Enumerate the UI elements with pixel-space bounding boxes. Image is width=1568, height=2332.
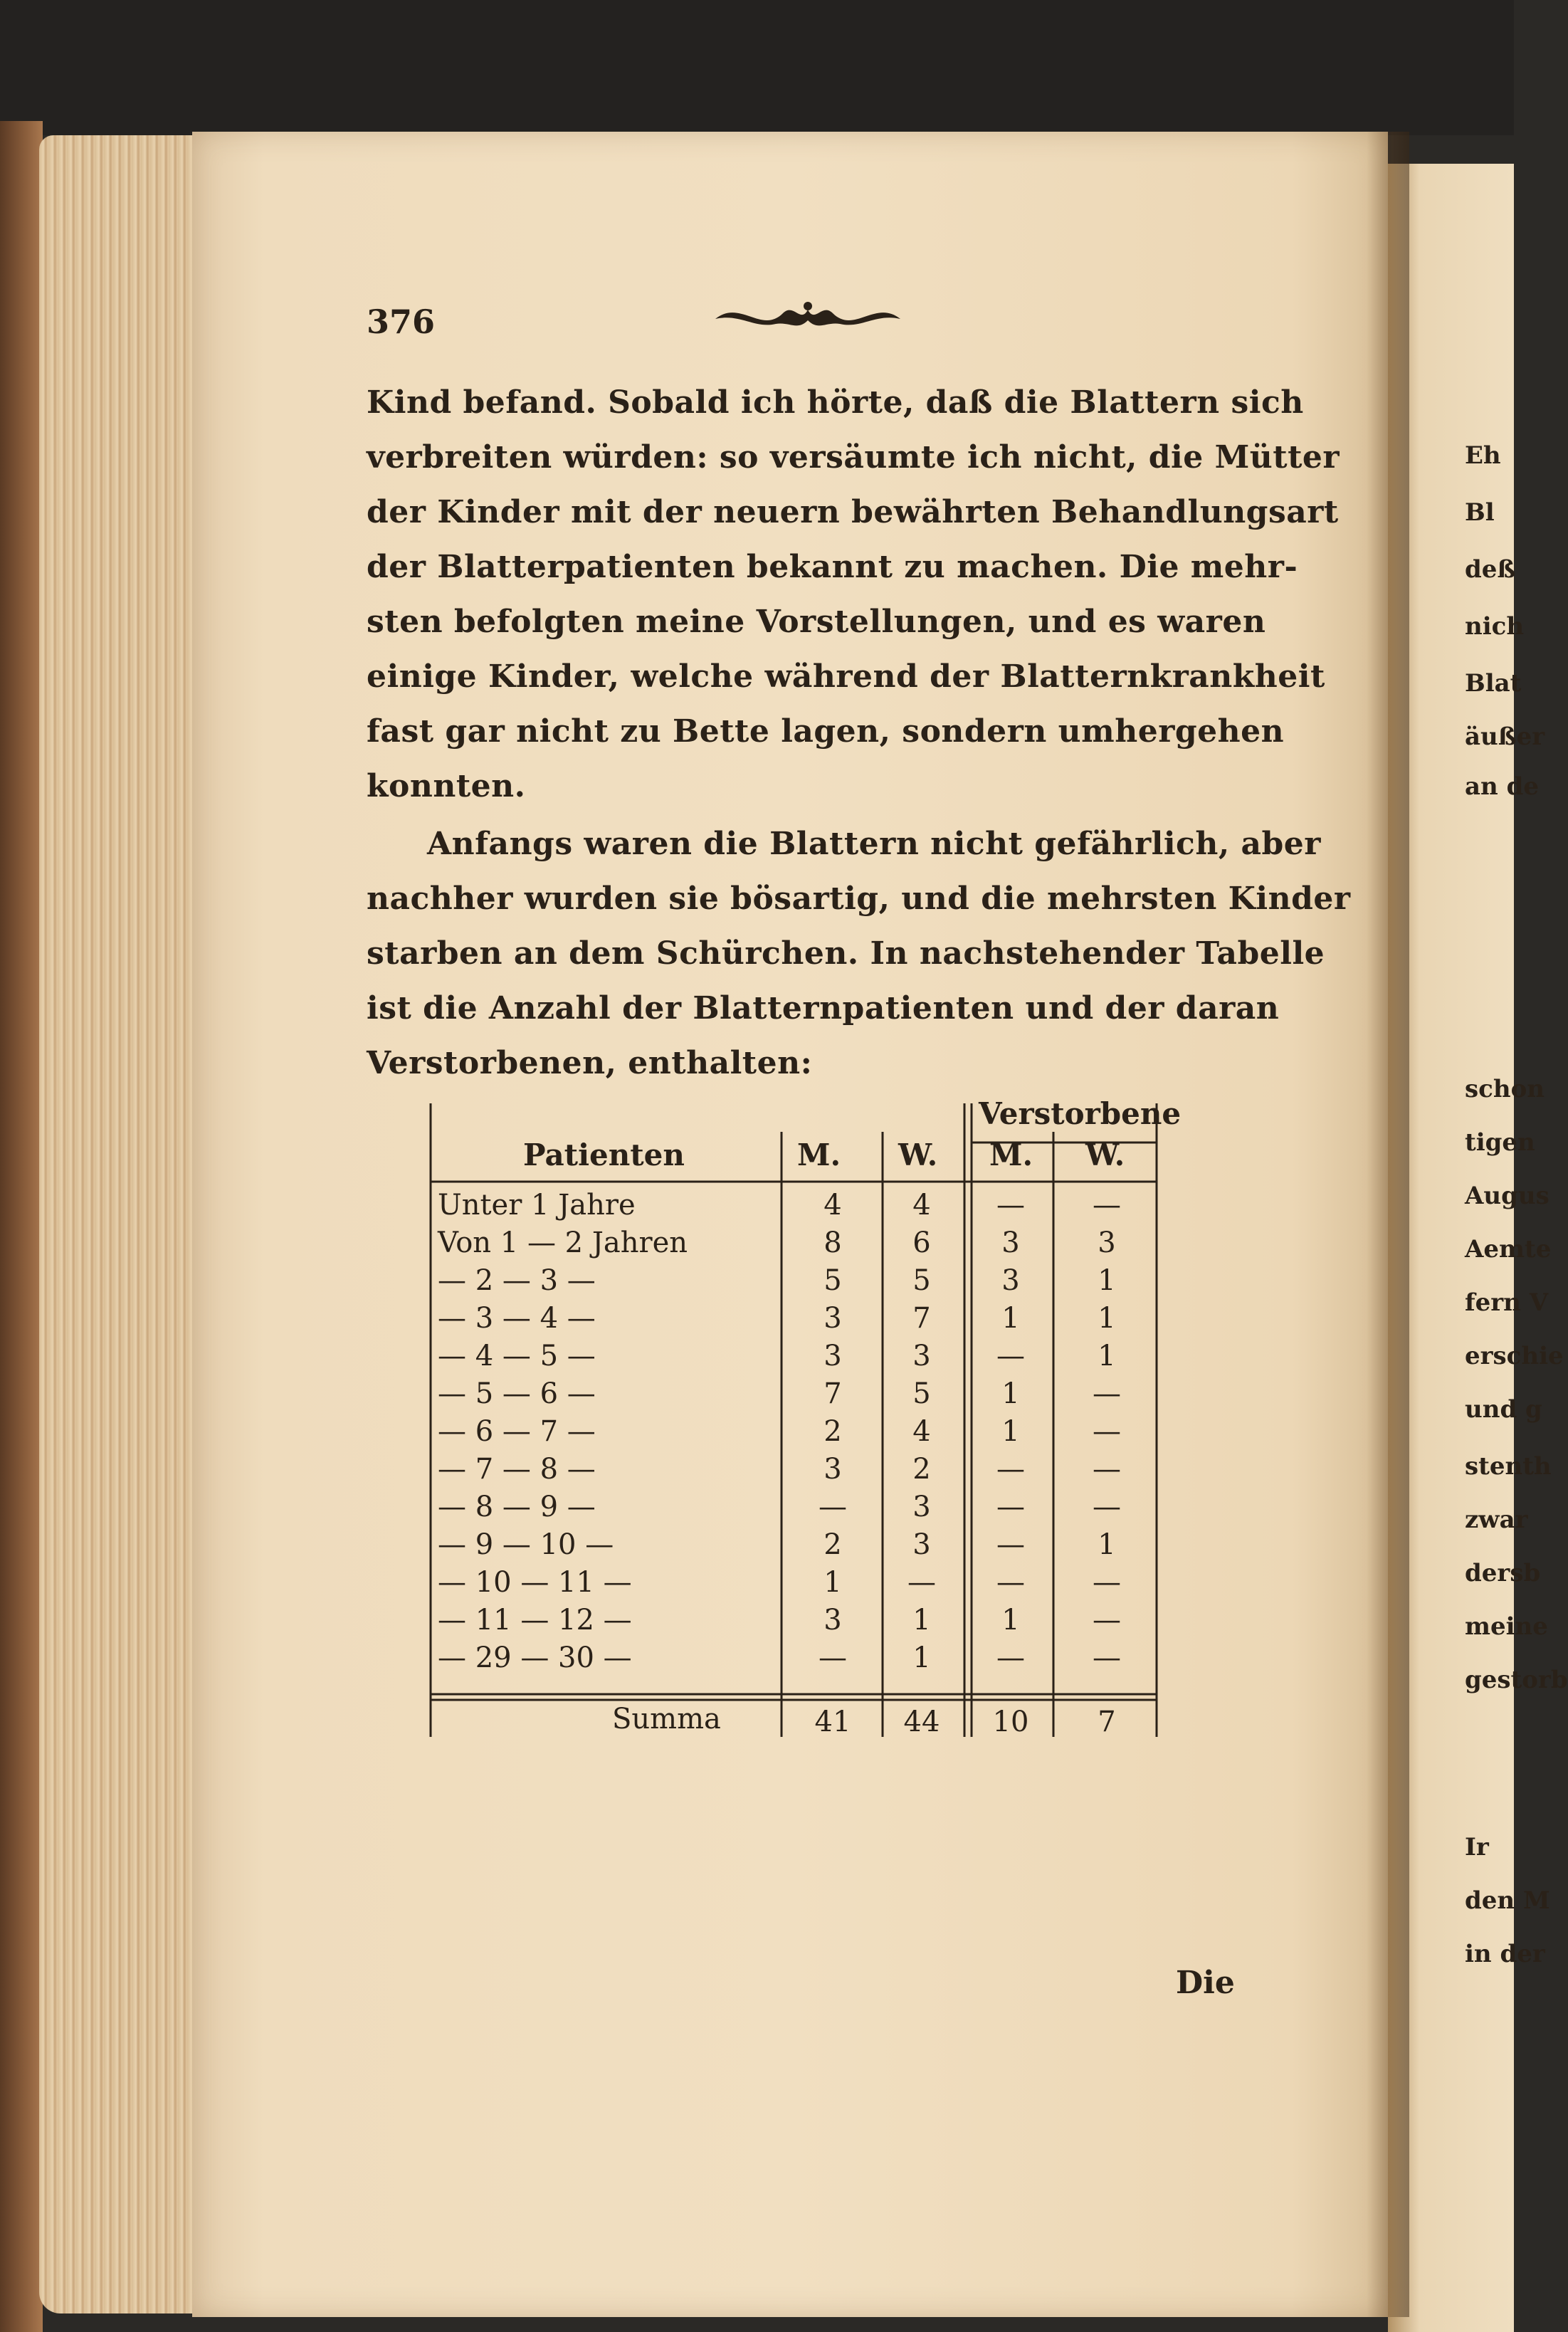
row-dw: — xyxy=(1093,1453,1121,1486)
row-label: — 11 — 12 — xyxy=(438,1604,632,1637)
fragment-text: den M xyxy=(1465,1886,1550,1915)
row-dm: — xyxy=(996,1566,1025,1599)
row-label: — 9 — 10 — xyxy=(438,1528,614,1561)
sum-m: 41 xyxy=(814,1706,851,1738)
row-dm: — xyxy=(996,1453,1025,1486)
fragment-text: in der xyxy=(1465,1940,1545,1968)
header-patients: Patienten xyxy=(523,1138,685,1172)
fragment-text: an de xyxy=(1465,772,1539,801)
patients-table xyxy=(427,1089,1182,1751)
header-deceased: Verstorbene xyxy=(979,1096,1182,1131)
fragment-text: zwar xyxy=(1465,1506,1528,1534)
row-w: 3 xyxy=(912,1528,931,1561)
fragment-text: Bl xyxy=(1465,498,1495,527)
row-m: 2 xyxy=(824,1528,842,1561)
row-w: 6 xyxy=(912,1227,931,1259)
row-dw: — xyxy=(1093,1377,1121,1410)
row-w: 5 xyxy=(912,1377,931,1410)
fragment-text: gestorb xyxy=(1465,1666,1568,1694)
fragment-text: fern V xyxy=(1465,1288,1549,1317)
row-label: — 6 — 7 — xyxy=(438,1415,596,1448)
text-line: sten befolgten meine Vorstellungen, und es waren xyxy=(367,604,1266,640)
catchword: Die xyxy=(1176,1965,1235,2001)
row-label: Von 1 — 2 Jahren xyxy=(438,1227,688,1259)
text-line: Kind befand. Sobald ich hörte, daß die Blattern sich xyxy=(367,384,1304,421)
row-dw: — xyxy=(1093,1491,1121,1523)
row-m: — xyxy=(819,1642,847,1674)
row-label: — 7 — 8 — xyxy=(438,1453,596,1486)
row-label: — 8 — 9 — xyxy=(438,1491,596,1523)
fragment-text: Augus xyxy=(1465,1182,1549,1210)
row-dw: — xyxy=(1093,1415,1121,1448)
row-w: 1 xyxy=(912,1642,931,1674)
fragment-text: deß xyxy=(1465,555,1516,584)
text-line: fast gar nicht zu Bette lagen, sondern umhergehen xyxy=(367,713,1285,750)
fragment-text: stenth xyxy=(1465,1452,1552,1481)
row-label: — 4 — 5 — xyxy=(438,1340,596,1372)
row-m: 5 xyxy=(824,1264,842,1297)
row-label: — 29 — 30 — xyxy=(438,1642,632,1674)
row-dm: 1 xyxy=(1001,1302,1020,1335)
fragment-text: Aemte xyxy=(1465,1235,1552,1264)
row-label: — 2 — 3 — xyxy=(438,1264,596,1297)
row-dw: — xyxy=(1093,1604,1121,1637)
fragment-text: und g xyxy=(1465,1395,1542,1424)
page-stack-edge xyxy=(39,135,203,2313)
sum-label: Summa xyxy=(612,1703,721,1735)
row-w: — xyxy=(907,1566,936,1599)
row-dm: — xyxy=(996,1340,1025,1372)
text-line: nachher wurden sie bösartig, und die mehrsten Kinder xyxy=(367,881,1351,917)
fragment-text: erschie xyxy=(1465,1342,1564,1370)
fragment-text: dersb xyxy=(1465,1559,1541,1587)
fragment-text: äußer xyxy=(1465,723,1545,751)
row-m: 7 xyxy=(824,1377,842,1410)
row-m: — xyxy=(819,1491,847,1523)
row-dm: 3 xyxy=(1001,1264,1020,1297)
text-line: konnten. xyxy=(367,768,526,804)
row-dm: 3 xyxy=(1001,1227,1020,1259)
row-w: 7 xyxy=(912,1302,931,1335)
row-dw: — xyxy=(1093,1642,1121,1674)
row-dw: 1 xyxy=(1098,1302,1116,1335)
book-cover-edge xyxy=(0,121,43,2332)
header-w: W. xyxy=(898,1138,938,1172)
row-w: 3 xyxy=(912,1340,931,1372)
row-dm: — xyxy=(996,1491,1025,1523)
row-dw: 3 xyxy=(1098,1227,1116,1259)
page-number: 376 xyxy=(367,303,436,341)
row-m: 3 xyxy=(824,1604,842,1637)
text-line: Anfangs waren die Blattern nicht gefährlich, aber xyxy=(427,826,1321,862)
text-line: starben an dem Schürchen. In nachstehender Tabelle xyxy=(367,935,1325,972)
row-label: Unter 1 Jahre xyxy=(438,1189,636,1222)
row-m: 2 xyxy=(824,1415,842,1448)
fragment-text: Ir xyxy=(1465,1833,1489,1861)
row-dm: — xyxy=(996,1189,1025,1222)
fragment-text: Eh xyxy=(1465,441,1501,470)
sum-w: 44 xyxy=(903,1706,940,1738)
row-label: — 5 — 6 — xyxy=(438,1377,596,1410)
row-m: 8 xyxy=(824,1227,842,1259)
row-w: 2 xyxy=(912,1453,931,1486)
row-label: — 10 — 11 — xyxy=(438,1566,632,1599)
text-line: der Blatterpatienten bekannt zu machen. Die mehr- xyxy=(367,549,1298,585)
row-w: 1 xyxy=(912,1604,931,1637)
text-line: Verstorbenen, enthalten: xyxy=(367,1045,813,1081)
fragment-text: nich xyxy=(1465,612,1525,641)
text-line: der Kinder mit der neuern bewährten Behandlungsart xyxy=(367,494,1339,530)
row-m: 3 xyxy=(824,1453,842,1486)
row-w: 4 xyxy=(912,1189,931,1222)
fragment-text: meine xyxy=(1465,1612,1548,1641)
sum-dw: 7 xyxy=(1098,1706,1116,1738)
row-w: 4 xyxy=(912,1415,931,1448)
row-dw: — xyxy=(1093,1189,1121,1222)
row-dw: 1 xyxy=(1098,1528,1116,1561)
row-dw: — xyxy=(1093,1566,1121,1599)
header-m: M. xyxy=(797,1138,841,1172)
background-top xyxy=(0,0,1514,135)
row-dw: 1 xyxy=(1098,1264,1116,1297)
text-line: ist die Anzahl der Blatternpatienten und der daran xyxy=(367,990,1280,1026)
row-m: 3 xyxy=(824,1302,842,1335)
row-m: 4 xyxy=(824,1189,842,1222)
row-dm: 1 xyxy=(1001,1415,1020,1448)
sum-dm: 10 xyxy=(992,1706,1029,1738)
fragment-text: Blat xyxy=(1465,669,1522,698)
fragment-text: tigen xyxy=(1465,1128,1535,1157)
row-w: 5 xyxy=(912,1264,931,1297)
row-m: 1 xyxy=(824,1566,842,1599)
text-line: verbreiten würden: so versäumte ich nicht, die Mütter xyxy=(367,439,1340,476)
row-dw: 1 xyxy=(1098,1340,1116,1372)
row-dm: — xyxy=(996,1642,1025,1674)
gutter-shadow xyxy=(1367,132,1409,2317)
fragment-text: schon xyxy=(1465,1075,1545,1103)
header-deceased-w: W. xyxy=(1085,1138,1125,1172)
row-dm: 1 xyxy=(1001,1604,1020,1637)
row-dm: 1 xyxy=(1001,1377,1020,1410)
row-dm: — xyxy=(996,1528,1025,1561)
row-m: 3 xyxy=(824,1340,842,1372)
ornament-icon xyxy=(712,292,904,342)
row-w: 3 xyxy=(912,1491,931,1523)
row-label: — 3 — 4 — xyxy=(438,1302,596,1335)
text-line: einige Kinder, welche während der Blatternkrankheit xyxy=(367,658,1325,695)
header-deceased-m: M. xyxy=(989,1138,1033,1172)
